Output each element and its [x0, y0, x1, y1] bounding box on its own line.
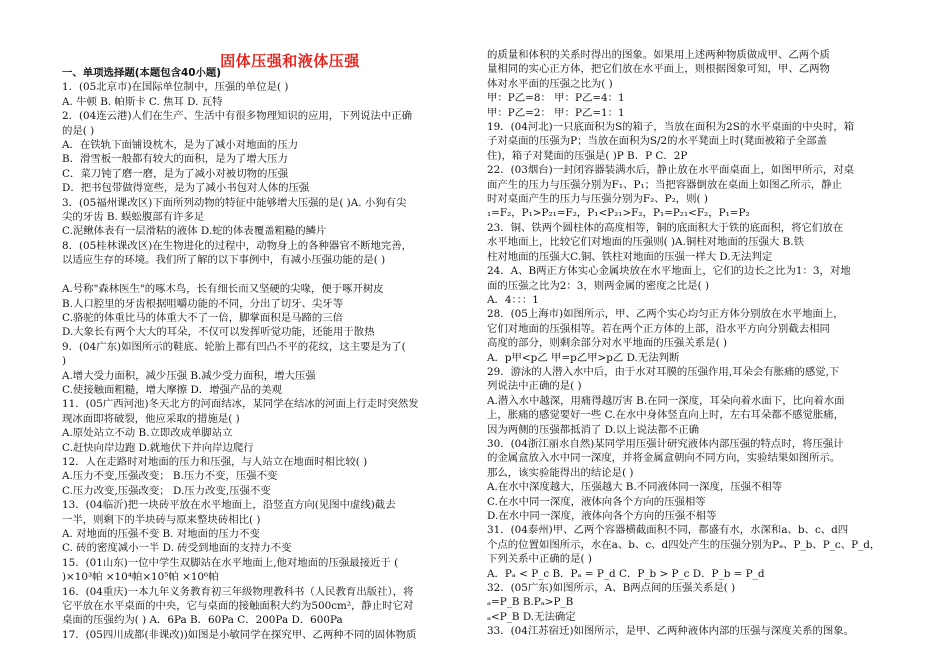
left-text-line: B.人口腔里的牙齿根据咀嚼功能的不同，分出了切牙、尖牙等 — [62, 297, 344, 310]
left-text-line: C.压力改变,压强改变； D.压力改变,压强不变 — [62, 484, 271, 497]
left-text-line: C.泥鳅体表有一层滑粘的液体 D.蛇的体表覆盖粗糙的鳞片 — [62, 225, 327, 238]
right-column — [487, 48, 891, 639]
right-text-line: 高度的部分，则剩余部分对水平地面的压强关系是( ) — [487, 337, 728, 350]
right-text-line: 28．(05上海市)如图所示，甲、乙两个实心均匀正方体分别放在水平地面上， — [487, 308, 844, 321]
right-text-line: ₐ=P_B B.Pₐ>P_B — [487, 596, 574, 609]
right-text-line: 那么，该实验能得出的结论是( ) — [487, 466, 634, 479]
left-text-line: A.原处站立不动 B.立即改成单脚站立 — [62, 427, 233, 440]
right-text-line: A.在水中深度越大，压强越大 B.不同液体同一深度，压强不相等 — [487, 481, 783, 494]
right-text-line: 甲：P乙=2： 甲：P乙=1：1 — [487, 106, 625, 119]
left-text-line — [62, 268, 466, 282]
right-text-line: ₐ<P_B D.无法确定 — [487, 610, 576, 623]
right-text-line: 24．A、B两正方体实心金属块放在水平地面上，它们的边长之比为1：3，对地 — [487, 265, 851, 278]
left-text-line: 16．(04重庆)一本九年义务教育初三年级物理教科书（人民教育出版社），将 — [62, 585, 414, 598]
left-text-line: A.号称"森林医生"的啄木鸟，长有细长而又坚硬的尖喙，便于啄开树皮 — [62, 283, 384, 296]
left-text-line: 它平放在水平桌面的中央，它与桌面的接触面积大约为500cm²，静止时它对 — [62, 600, 414, 613]
right-text-line: 33．(04江苏宿迁)如图所示，是甲、乙两种液体内部的压强与深度关系的图象。 — [487, 625, 855, 638]
left-text-line: 9．(04广东)如图所示的鞋底、轮胎上都有凹凸不平的花纹，这主要是为了( — [62, 340, 406, 353]
left-text-line: C.骆驼的体重比马的体重大不了一倍，脚掌面积是马蹄的三倍 — [62, 311, 344, 324]
right-text-line: 23．铜、铁两个圆柱体的高度相等，铜的底面积大于铁的底面积，将它们放在 — [487, 221, 844, 234]
left-text-line: D.大象长有两个大大的耳朵，不仅可以发挥听觉功能，还能用于散热 — [62, 326, 375, 339]
right-text-line: C.在水中同一深度，液体向各个方向的压强相等 — [487, 495, 706, 508]
left-text-line: A.压力不变,压强改变； B.压力不变，压强不变 — [62, 470, 278, 483]
right-text-line: 体对水平面的压强之比为( ) — [487, 77, 613, 90]
page-title: 固体压强和液体压强 — [220, 52, 360, 70]
right-text-line: 的金属盒放入水中同一深度，并将金属盒朝向不同方向，实验结果如图所示。 — [487, 452, 841, 465]
right-text-line: D.在水中同一深度，液体向各个方向的压强不相等 — [487, 510, 717, 522]
right-text-line: 甲：P乙=8： 甲：P乙=4：1 — [487, 92, 625, 105]
left-text-line: 17．(05四川成都(非课改))如图是小敏同学在探究甲、乙两种不同的固体物质 — [62, 628, 417, 641]
left-text-line: A. 对地面的压强不变 B. 对地面的压力不变 — [62, 528, 260, 540]
left-text-line: 的是( ) — [62, 124, 95, 137]
right-text-line: A.潜入水中越深，用痛得越厉害 B.在同一深度，耳朵向着水面下，比向着水面 — [487, 394, 845, 407]
right-text-line: 住)，箱子对凳面的压强是( )P B．P C．2P — [487, 149, 688, 162]
right-text-line: 个点的位置如图所示，水在a、b、c、d四处产生的压强分别为Pₐ、P_b、P_c、P_d， — [487, 538, 881, 551]
right-text-line: 时对桌面产生的压力与压强分别为F₂、P₂，则( ) — [487, 193, 708, 206]
left-text-line: 桌面的压强约为( ) A．6Pa B．60Pa C．200Pa D．600Pa — [62, 614, 343, 627]
right-text-line: A．p甲<p乙 甲=p乙甲>p乙 D.无法判断 — [487, 351, 680, 364]
left-text-line: 以适应生存的环境。我们所了解的以下事例中，有减小压强功能的是( ) — [62, 254, 386, 267]
left-text-line: 11．(05广西河池)冬天北方的河面结冰，某同学在结冰的河面上行走时突然发 — [62, 398, 419, 411]
right-text-line: 量相同的实心正方体，把它们放在水平面上，则根据图象可知，甲、乙两物 — [487, 63, 830, 76]
left-text-line: 尖的牙齿 B. 蜈蚣腹部有许多足 — [62, 211, 205, 224]
right-text-line: 31．(04泰州)甲、乙两个容器横截面积不同，都盛有水，水深和a、b、c、d四 — [487, 524, 849, 537]
left-text-line: B．滑雪板一般都有较大的面积，是为了增大压力 — [62, 153, 288, 166]
right-text-line: 列说法中正确的是( ) — [487, 380, 582, 393]
right-text-line: ₁=F₂，P₁>P₂₁=F₂，P₁<P₂₁>F₂，P₁=P₂₁<F₂，P₁=P₂ — [487, 207, 750, 220]
left-text-line: C．菜刀钝了磨一磨，是为了减小对被切物的压强 — [62, 167, 289, 180]
left-text-line: A.增大受力面积，减少压强 B.减少受力面积，增大压强 — [62, 369, 316, 382]
left-text-line: C.使接触面粗糙，增大摩擦 D．增强产品的美观 — [62, 383, 282, 396]
left-text-line: 15．(01山东)一位中学生双脚站在水平地面上,他对地面的压强最接近于 ( — [62, 556, 399, 569]
left-text-line: ) — [62, 355, 67, 368]
left-text-line: 8．(05桂林课改区)在生物进化的过程中，动物身上的各种器官不断地完善， — [62, 239, 413, 252]
right-text-line: 的质量和体积的关系时得出的图象。如果用上述两种物质做成甲、乙两个质 — [487, 49, 830, 61]
right-text-line: 水平地面上，比较它们对地面的压强则( )A.铜柱对地面的压强大 B.铁 — [487, 236, 805, 249]
left-text-line: 3．(05福州课改区)下面所列动物的特征中能够增大压强的是( )A. 小狗有尖 — [62, 196, 407, 209]
right-text-line: 面的压强之比为2：3，则两金属的密度之比是( ) — [487, 279, 710, 292]
right-text-line: A．Pₐ < P_c B．Pₐ = P_d C．P_b > P_c D．P_b = P_d — [487, 567, 765, 580]
left-text-line: C. 砖的密度减小一半 D. 砖受到地面的支持力不变 — [62, 542, 292, 555]
right-text-line: 柱对地面的压强大C.铜、铁柱对地面的压强一样大 D.无法判定 — [487, 250, 773, 263]
left-text-line: A. 牛顿 B. 帕斯卡 C. 焦耳 D. 瓦特 — [62, 95, 223, 108]
left-text-line: 一半，则剩下的半块砖与原来整块砖相比( ) — [62, 513, 261, 526]
left-text-line: 现冰面即将破裂，他应采取的措施是( ) — [62, 412, 240, 425]
section-heading: 一、单项选择题(本题包含40小题) — [62, 67, 222, 79]
right-text-line: 它们对地面的压强相等。若在两个正方体的上部，沿水平方向分别截去相同 — [487, 322, 830, 335]
right-text-line: 30．(04浙江丽水自然)某同学用压强计研究液体内部压强的特点时，将压强计 — [487, 437, 844, 450]
right-text-line: 32．(05广东)如图所示，A、B两点间的压强关系是( ) — [487, 582, 736, 595]
left-column — [62, 48, 466, 642]
right-text-line: 面产生的压力与压强分别为F₁、P₁；当把容器倒放在桌面上如图乙所示，静止 — [487, 178, 843, 191]
left-text-line: 12．人在走路时对地面的压力和压强，与人站立在地面时相比较( ) — [62, 455, 368, 468]
left-text-line: A．在铁轨下面铺设枕木，是为了减小对地面的压力 — [62, 139, 299, 152]
right-text-line: A．4：：：1 — [487, 293, 539, 306]
left-text-line: 2．(04连云港)人们在生产、生活中有很多物理知识的应用，下列说法中正确 — [62, 110, 413, 123]
right-text-line: 19．(04河北)一只底面积为S的箱子，当放在面积为2S的水平桌面的中央时，箱 — [487, 121, 855, 134]
right-text-line: 22．(03烟台)一封闭容器装满水后，静止放在水平面桌面上，如图甲所示，对桌 — [487, 164, 855, 177]
left-text-line: C.赶快向岸边跑 D.就地伏下并向岸边爬行 — [62, 441, 254, 454]
right-text-line: 29．游泳的人潜入水中后，由于水对耳膜的压强作用,耳朵会有胀痛的感觉,下 — [487, 365, 840, 378]
left-text-line: D．把书包带做得宽些，是为了减小书包对人体的压强 — [62, 182, 310, 195]
left-text-line: 13．(04临沂)把一块砖平放在水平地面上，沿竖直方向(见图中虚线)截去 — [62, 499, 396, 512]
right-text-line: 下列关系中正确的是( ) — [487, 553, 592, 566]
right-text-line: 因为两侧的压强都抵消了 D.以上说法都不正确 — [487, 423, 699, 436]
left-text-line: 1．(05北京市)在国际单位制中，压强的单位是( ) — [62, 81, 289, 94]
right-text-line: 上，胀痛的感觉要好一些 C.在水中身体竖直向上时，左右耳朵都不感觉胀痛， — [487, 409, 845, 422]
right-text-line: 子对桌面的压强为P；当放在面积为S/2的水平凳面上时(凳面被箱子全部盖 — [487, 135, 827, 148]
left-text-line: )×10³帕 ×10⁴帕×10⁵帕 ×10⁶帕 — [62, 571, 219, 584]
